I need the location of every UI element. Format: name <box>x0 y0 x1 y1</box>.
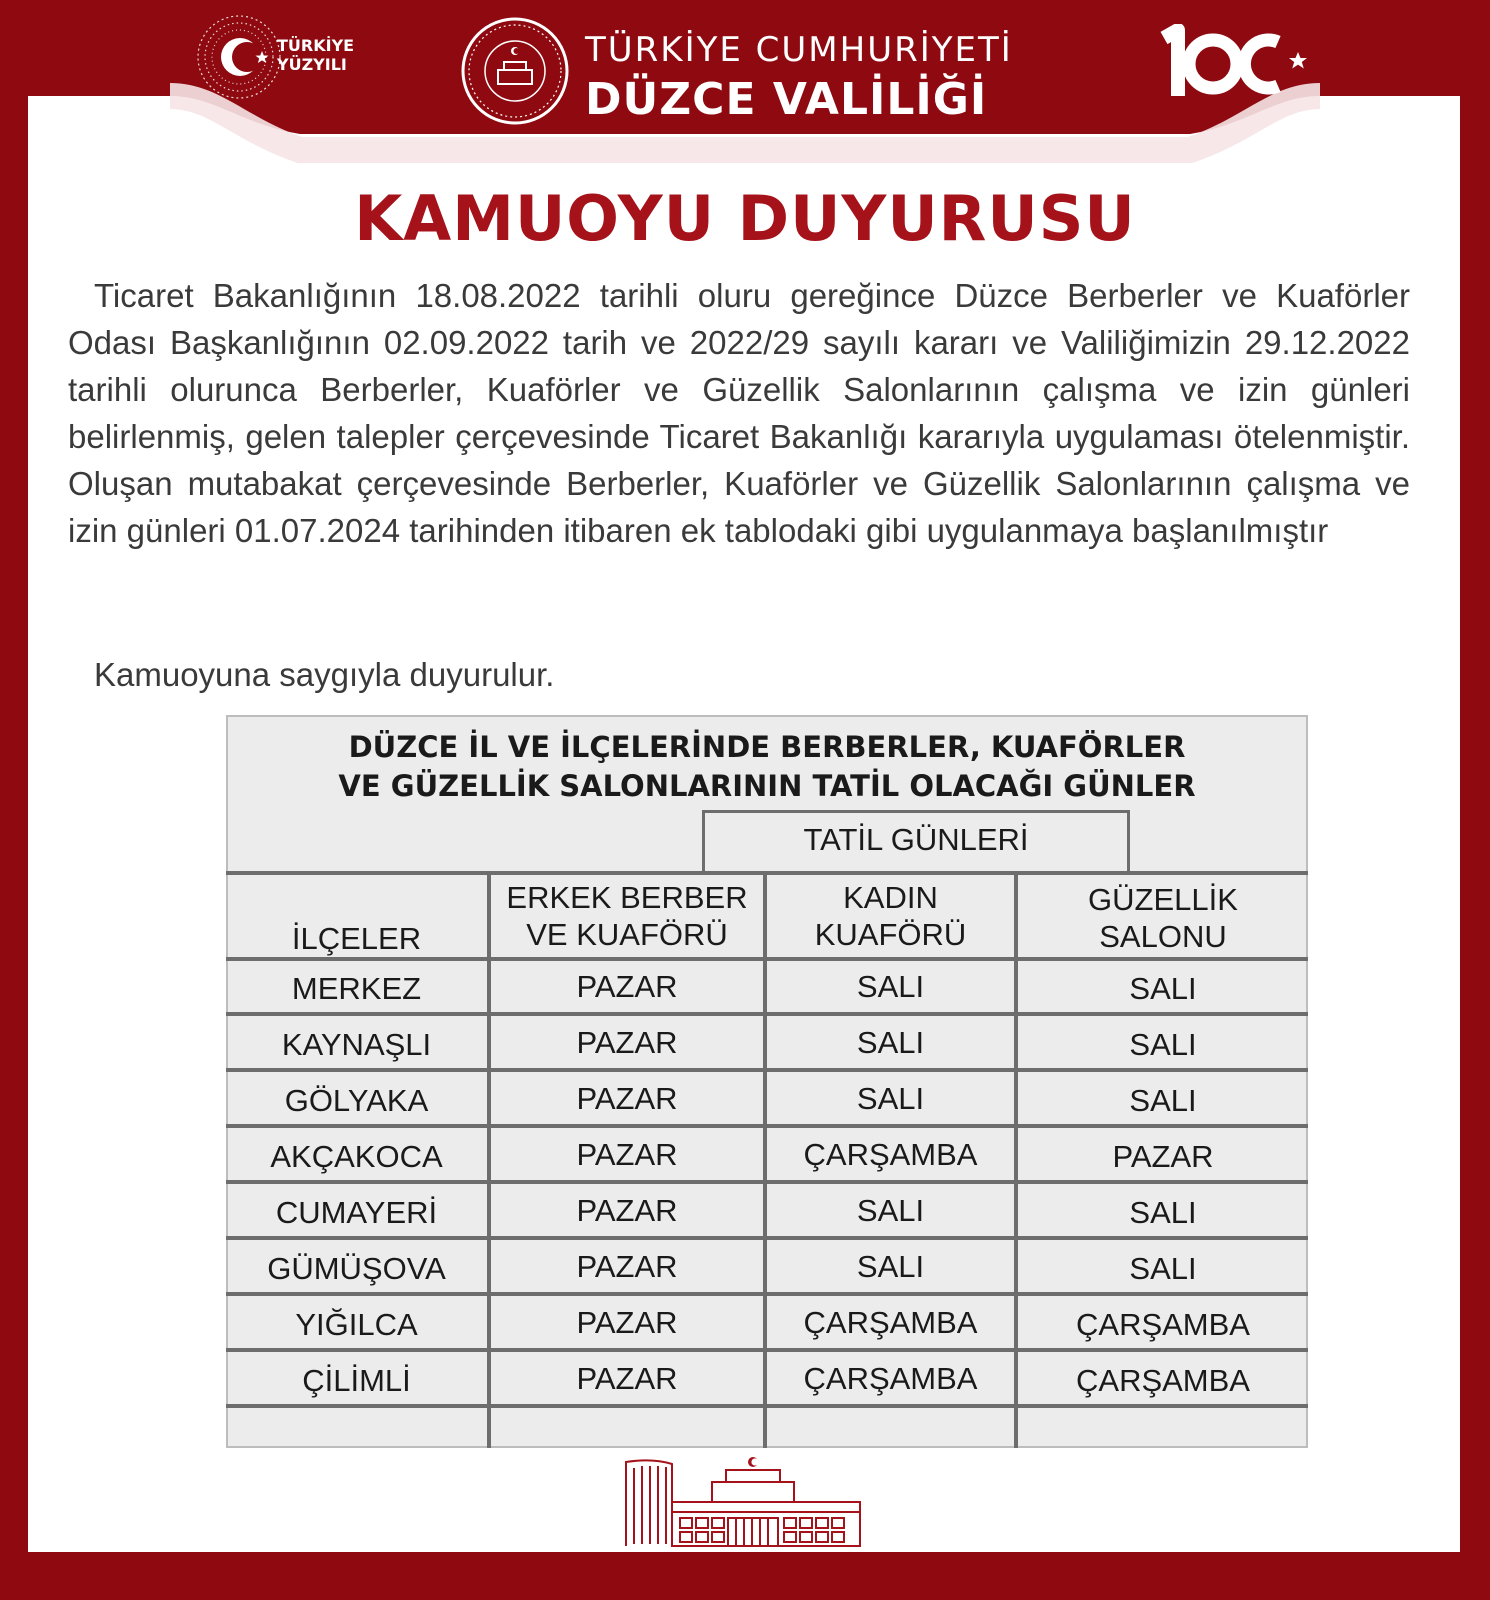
cell-erkek-berber: PAZAR <box>576 1361 678 1396</box>
cell-kadin-kuaforu: SALI <box>856 969 925 1004</box>
cell-guzellik-salonu: SALI <box>1129 1251 1197 1286</box>
ty-line1: TÜRKİYE <box>277 36 355 55</box>
group-header-label: TATİL GÜNLERİ <box>803 822 1029 857</box>
cell-district: MERKEZ <box>291 971 422 1006</box>
column-header-line1: ERKEK BERBER <box>506 880 748 915</box>
header-title-line2: DÜZCE VALİLİĞİ <box>585 74 988 125</box>
cell-kadin-kuaforu: SALI <box>856 1025 925 1060</box>
cell-district: AKÇAKOCA <box>270 1139 443 1174</box>
cell-guzellik-salonu: PAZAR <box>1112 1139 1214 1174</box>
announcement-body: Ticaret Bakanlığının 18.08.2022 tarihli oluru gereğince Düzce Berberler ve Kuaförler Odası Başkanlığının 02.09.2022 tarih ve 2022/29 sayılı kararı ve Valiliğimizin 29.12.2022 tarihli olurunca Berberler, Kuaförler ve Güzellik Salonlarının çalışma ve izin günleri belirlenmiş, gelen talepler çerçevesinde Ticaret Bakanlığı kararıyla uygulaması ötelenmiştir. Oluşan mutabakat çerçevesinde Berberler, Kuaförler ve Güzellik Salonlarının çalışma ve izin günleri 01.07.2024 tarihinden itibaren ek tablodaki gibi uygulanmaya başlanılmıştır <box>68 277 1410 549</box>
column-header-guzellik-salonu <box>1018 881 1308 955</box>
cell-district: CUMAYERİ <box>275 1195 438 1230</box>
column-header-kadin-kuaforu <box>767 879 1014 953</box>
column-header-line2: VE KUAFÖRÜ <box>526 917 728 952</box>
cell-district: ÇİLİMLİ <box>302 1363 411 1398</box>
column-header-ilceler <box>226 883 487 957</box>
cell-kadin-kuaforu: SALI <box>856 1249 925 1284</box>
column-header-line1 <box>226 883 487 920</box>
cell-guzellik-salonu: ÇARŞAMBA <box>1076 1307 1250 1342</box>
column-header-line2: KUAFÖRÜ <box>814 917 967 952</box>
closing-text: Kamuoyuna saygıyla duyurulur. <box>94 656 555 693</box>
cell-kadin-kuaforu: ÇARŞAMBA <box>803 1305 978 1340</box>
cell-guzellik-salonu: SALI <box>1129 1083 1197 1118</box>
cell-erkek-berber: PAZAR <box>576 1025 678 1060</box>
cell-district: GÖLYAKA <box>284 1083 429 1118</box>
announcement-heading: KAMUOYU DUYURUSU <box>354 182 1136 255</box>
governorship-seal-icon <box>460 16 570 126</box>
cell-district: GÜMÜŞOVA <box>267 1251 446 1286</box>
cell-kadin-kuaforu: SALI <box>856 1081 925 1116</box>
cell-erkek-berber: PAZAR <box>576 1305 678 1340</box>
centennial-100-logo <box>1150 24 1320 102</box>
cell-guzellik-salonu: SALI <box>1129 971 1197 1006</box>
table-title-line2: VE GÜZELLİK SALONLARININ TATİL OLACAĞI GÜNLER <box>338 769 1196 803</box>
governorship-building-icon <box>624 1456 868 1548</box>
cell-guzellik-salonu: SALI <box>1129 1027 1197 1062</box>
cell-kadin-kuaforu: ÇARŞAMBA <box>803 1361 978 1396</box>
column-header-line2: SALONU <box>1099 919 1227 954</box>
column-header-line1: GÜZELLİK <box>1088 882 1238 917</box>
cell-guzellik-salonu: SALI <box>1129 1195 1197 1230</box>
turkiye-yuzyili-text <box>277 36 354 74</box>
ty-line2: YÜZYILI <box>277 55 347 74</box>
cell-kadin-kuaforu: ÇARŞAMBA <box>803 1137 978 1172</box>
cell-erkek-berber: PAZAR <box>576 1137 678 1172</box>
grid-line <box>226 871 1308 875</box>
cell-guzellik-salonu: ÇARŞAMBA <box>1076 1363 1250 1398</box>
cell-district: KAYNAŞLI <box>281 1027 432 1062</box>
column-header-erkek-berber <box>491 879 763 953</box>
table-title <box>226 728 1308 806</box>
column-header-line1: KADIN <box>843 880 938 915</box>
cell-kadin-kuaforu: SALI <box>856 1193 925 1228</box>
cell-erkek-berber: PAZAR <box>576 969 678 1004</box>
cell-erkek-berber: PAZAR <box>576 1081 678 1116</box>
table-title-line1: DÜZCE İL VE İLÇELERİNDE BERBERLER, KUAFÖRLER <box>348 730 1186 764</box>
cell-district: YIĞILCA <box>295 1307 418 1342</box>
column-header-line2: İLÇELER <box>291 921 422 956</box>
cell-erkek-berber: PAZAR <box>576 1249 678 1284</box>
cell-erkek-berber: PAZAR <box>576 1193 678 1228</box>
header-title-line1: TÜRKİYE CUMHURİYETİ <box>585 30 1013 70</box>
